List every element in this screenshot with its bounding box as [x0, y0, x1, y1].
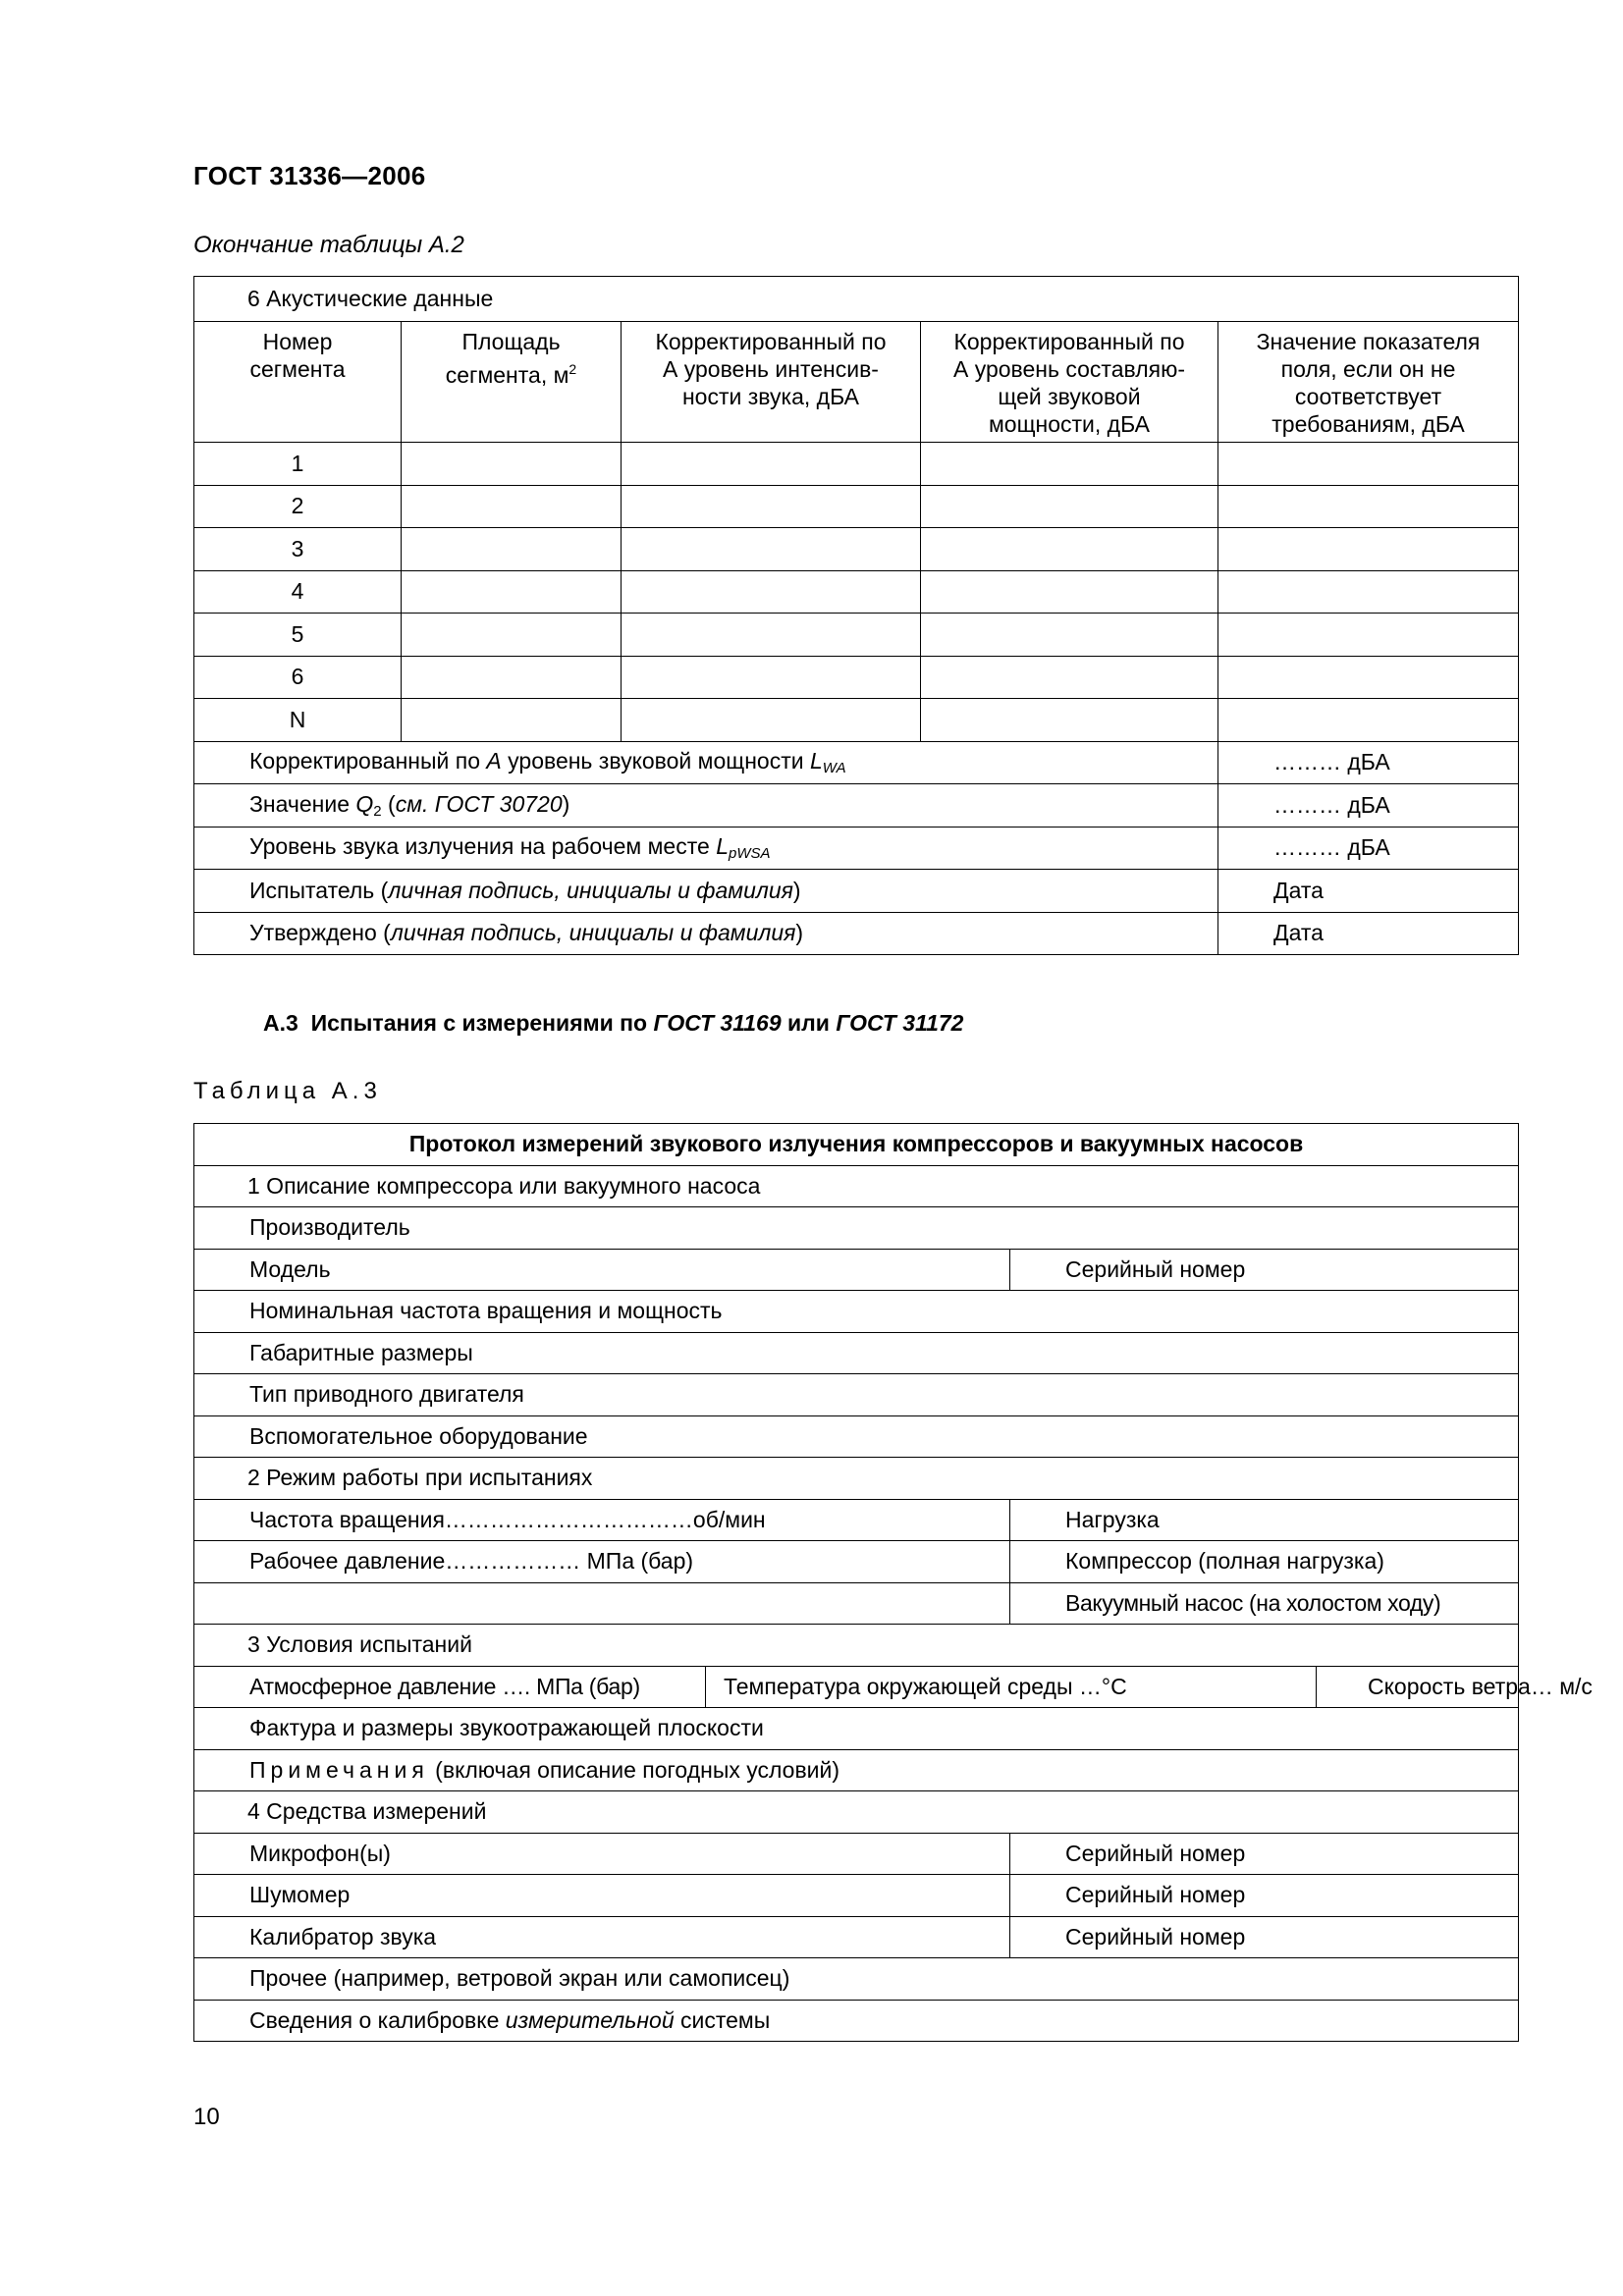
table-a2 — [193, 276, 1519, 955]
sound-power-level-value: ……… дБА — [1218, 741, 1519, 784]
other-equipment-label: Прочее (например, ветровой экран или самописец) — [194, 1958, 1519, 2001]
vacuum-pump-idle-label: Вакуумный насос (на холостом ходу) — [1010, 1582, 1519, 1625]
segment-number: N — [194, 699, 402, 742]
col-header-area: Площадь сегмента, $м^2$ — [402, 322, 622, 443]
segment-number: 5 — [194, 614, 402, 657]
q2-value-label: Значение $Q_2$ (см. ГОСТ 30720) — [194, 784, 1218, 828]
calibration-info-label: Сведения о калибровке измерительной системы — [194, 2000, 1519, 2042]
section-3-heading: 3 Условия испытаний — [194, 1625, 1519, 1667]
workplace-emission-label: Уровень звука излучения на рабочем месте $L_{pWSA}$ — [194, 827, 1218, 870]
document-id: ГОСТ 31336—2006 — [193, 161, 426, 190]
table-row — [194, 656, 1519, 699]
model-serial-label: Серийный номер — [1010, 1249, 1519, 1291]
auxiliary-equipment-label: Вспомогательное оборудование — [194, 1415, 1519, 1458]
table-row — [194, 570, 1519, 614]
table-row — [194, 485, 1519, 528]
col-header-intensity: Корректированный по А уровень интенсив- ности звука, дБА — [622, 322, 921, 443]
motor-type-label: Тип приводного двигателя — [194, 1374, 1519, 1416]
section-a3-heading: А.3 Испытания с измерениями по ГОСТ 31169 или ГОСТ 31172 — [263, 1010, 964, 1036]
load-label: Нагрузка — [1010, 1499, 1519, 1541]
wind-speed-label: Скорость ветра… м/с — [1317, 1666, 1519, 1708]
manufacturer-label: Производитель — [194, 1207, 1519, 1250]
nominal-speed-power-label: Номинальная частота вращения и мощность — [194, 1291, 1519, 1333]
acoustic-data-heading: 6 Акустические данные — [194, 277, 1519, 322]
calibrator-label: Калибратор звука — [194, 1916, 1010, 1958]
table-a3-caption: Таблица А.3 — [193, 1078, 382, 1104]
table-row — [194, 699, 1519, 742]
workplace-emission-value: ……… дБА — [1218, 827, 1519, 870]
microphone-serial-label: Серийный номер — [1010, 1833, 1519, 1875]
col-header-segment: Номер сегмента — [194, 322, 402, 443]
col-header-power-component: Корректированный по А уровень составляю- щей звуковой мощности, дБА — [921, 322, 1218, 443]
table-row — [194, 614, 1519, 657]
segment-number: 3 — [194, 528, 402, 571]
dimensions-label: Габаритные размеры — [194, 1332, 1519, 1374]
table-row — [194, 528, 1519, 571]
table-row — [194, 443, 1519, 486]
calibrator-serial-label: Серийный номер — [1010, 1916, 1519, 1958]
approved-date: Дата — [1218, 912, 1519, 955]
sound-level-meter-label: Шумомер — [194, 1875, 1010, 1917]
protocol-title: Протокол измерений звукового излучения компрессоров и вакуумных насосов — [194, 1124, 1519, 1166]
col-header-field-indicator: Значение показателя поля, если он не соответствует требованиям, дБА — [1218, 322, 1519, 443]
segment-number: 4 — [194, 570, 402, 614]
rotation-speed-label: Частота вращения……………………………об/мин — [194, 1499, 1010, 1541]
section-2-heading: 2 Режим работы при испытаниях — [194, 1458, 1519, 1500]
table-a3 — [193, 1123, 1593, 2042]
section-1-heading: 1 Описание компрессора или вакуумного насоса — [194, 1165, 1519, 1207]
atmospheric-pressure-label: Атмосферное давление …. МПа (бар) — [194, 1666, 706, 1708]
segment-number: 2 — [194, 485, 402, 528]
tester-date: Дата — [1218, 870, 1519, 913]
page-number: 10 — [193, 2104, 220, 2130]
microphone-label: Микрофон(ы) — [194, 1833, 1010, 1875]
segment-number: 6 — [194, 656, 402, 699]
ambient-temperature-label: Температура окружающей среды …°С — [706, 1666, 1317, 1708]
model-label: Модель — [194, 1249, 1010, 1291]
section-4-heading: 4 Средства измерений — [194, 1791, 1519, 1834]
reflecting-plane-label: Фактура и размеры звукоотражающей плоскости — [194, 1708, 1519, 1750]
sound-power-level-label: Корректированный по А уровень звуковой мощности $L_{WA}$ — [194, 741, 1218, 784]
operating-pressure-label: Рабочее давление……………… МПа (бар) — [194, 1541, 1010, 1583]
compressor-full-load-label: Компрессор (полная нагрузка) — [1010, 1541, 1519, 1583]
tester-signature-label: Испытатель (личная подпись, инициалы и фамилия) — [194, 870, 1218, 913]
meter-serial-label: Серийный номер — [1010, 1875, 1519, 1917]
q2-value: ……… дБА — [1218, 784, 1519, 828]
approved-signature-label: Утверждено (личная подпись, инициалы и фамилия) — [194, 912, 1218, 955]
notes-label: Примечания (включая описание погодных условий) — [194, 1749, 1519, 1791]
segment-number: 1 — [194, 443, 402, 486]
table-a2-caption: Окончание таблицы А.2 — [193, 232, 464, 258]
